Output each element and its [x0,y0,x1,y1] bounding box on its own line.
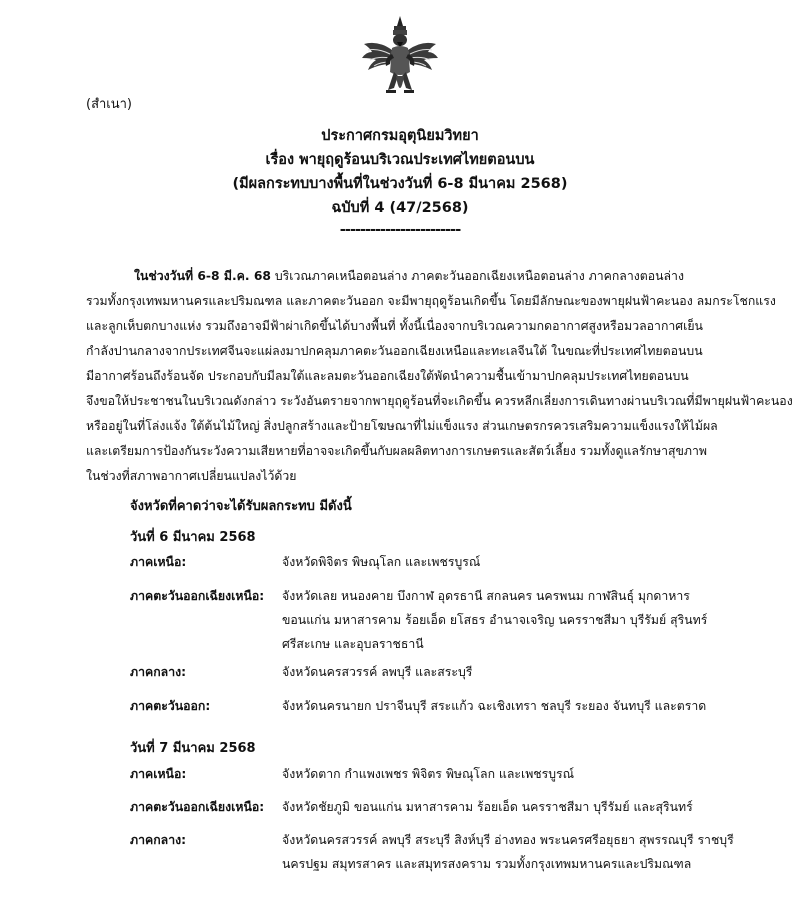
body-lead: ในช่วงวันที่ 6-8 มี.ค. 68 [134,269,271,283]
header-divider: ------------------------ [339,222,461,238]
region-label: ภาคกลาง: [130,665,187,679]
province-list: จังหวัดเลย หนองคาย บึงกาฬ อุดรธานี สกลนคร นครพนม กาฬสินธุ์ มุกดาหาร ขอนแก่น มหาสารคาม ร้อยเอ็ด ยโสธร อำนาจเจริญ นครราชสีมา บุรีรัมย์ สุรินทร์ ศรีสะเกษ และอุบลราชธานี [282,589,708,651]
issue-number: ฉบับที่ 4 (47/2568) [331,200,469,216]
province-list: จังหวัดพิจิตร พิษณุโลก และเพชรบูรณ์ [282,555,481,569]
body-line: และลูกเห็บตกบางแห่ง รวมถึงอาจมีฟ้าผ่าเกิดขึ้นได้บางพื้นที่ ทั้งนี้เนื่องจากบริเวณความกดอากาศสูงหรือมวลอากาศเย็น [86,319,703,333]
date-heading: วันที่ 6 มีนาคม 2568 [130,530,256,545]
region-label: ภาคเหนือ: [130,767,187,781]
body-line: ในช่วงวันที่ 6-8 มี.ค. 68 บริเวณภาคเหนือตอนล่าง ภาคตะวันออกเฉียงเหนือตอนล่าง ภาคกลางตอนล่าง [134,269,684,283]
body-line: และเตรียมการป้องกันระวังความเสียหายที่อาจจะเกิดขึ้นกับผลผลิตทางการเกษตรและสัตว์เลี้ยง รวมทั้งดูแลรักษาสุขภาพ [86,444,708,458]
copy-mark: (สำเนา) [86,97,133,112]
province-list: จังหวัดนครสวรรค์ ลพบุรี สระบุรี สิงห์บุรี อ่างทอง พระนครศรีอยุธยา สุพรรณบุรี ราชบุรี นครปฐม สมุทรสาคร และสมุทรสงคราม รวมทั้งกรุงเทพมหานครและปริมณฑล [282,833,734,871]
provinces-title: จังหวัดที่คาดว่าจะได้รับผลกระทบ มีดังนี้ [130,499,352,514]
province-list: จังหวัดตาก กำแพงเพชร พิจิตร พิษณุโลก และเพชรบูรณ์ [282,767,575,781]
province-list: จังหวัดนครสวรรค์ ลพบุรี และสระบุรี [282,665,473,679]
issuer-title: ประกาศกรมอุตุนิยมวิทยา [321,128,479,144]
region-label: ภาคตะวันออกเฉียงเหนือ: [130,800,265,814]
region-label: ภาคเหนือ: [130,555,187,569]
province-list: จังหวัดชัยภูมิ ขอนแก่น มหาสารคาม ร้อยเอ็ด นครราชสีมา บุรีรัมย์ และสุรินทร์ [282,800,693,814]
region-label: ภาคตะวันออกเฉียงเหนือ: [130,589,265,603]
announcement-body [86,264,793,489]
body-line: รวมทั้งกรุงเทพมหานครและปริมณฑล และภาคตะวันออก จะมีพายุฤดูร้อนเกิดขึ้น โดยมีลักษณะของพายุฝนฟ้าคะนอง ลมกระโชกแรง [86,294,776,308]
body-line: จึงขอให้ประชาชนในบริเวณดังกล่าว ระวังอันตรายจากพายุฤดูร้อนที่จะเกิดขึ้น ควรหลีกเลี่ยงการเดินทางผ่านบริเวณที่มีพายุฝนฟ้าคะนอง [86,394,793,408]
date-heading: วันที่ 7 มีนาคม 2568 [130,741,256,756]
garuda-emblem-icon [360,14,440,102]
body-line: มีอากาศร้อนถึงร้อนจัด ประกอบกับมีลมใต้และลมตะวันออกเฉียงใต้พัดนำความชื้นเข้ามาปกคลุมประเทศไทยตอนบน [86,369,689,383]
body-line: หรืออยู่ในที่โล่งแจ้ง ใต้ต้นไม้ใหญ่ สิ่งปลูกสร้างและป้ายโฆษณาที่ไม่แข็งแรง ส่วนเกษตรกรควรเสริมความแข็งแรงให้ไม้ผล [86,419,718,433]
body-line: ในช่วงที่สภาพอากาศเปลี่ยนแปลงไว้ด้วย [86,469,297,483]
region-label: ภาคกลาง: [130,833,187,847]
province-list: จังหวัดนครนายก ปราจีนบุรี สระแก้ว ฉะเชิงเทรา ชลบุรี ระยอง จันทบุรี และตราด [282,699,707,713]
subject-line: เรื่อง พายุฤดูร้อนบริเวณประเทศไทยตอนบน [265,152,535,168]
announcement-header [0,124,800,240]
body-line: กำลังปานกลางจากประเทศจีนจะแผ่ลงมาปกคลุมภาคตะวันออกเฉียงเหนือและทะเลจีนใต้ ในขณะที่ประเทศไทยตอนบน [86,344,703,358]
region-label: ภาคตะวันออก: [130,699,211,713]
impact-period: (มีผลกระทบบางพื้นที่ในช่วงวันที่ 6-8 มีนาคม 2568) [232,176,568,192]
